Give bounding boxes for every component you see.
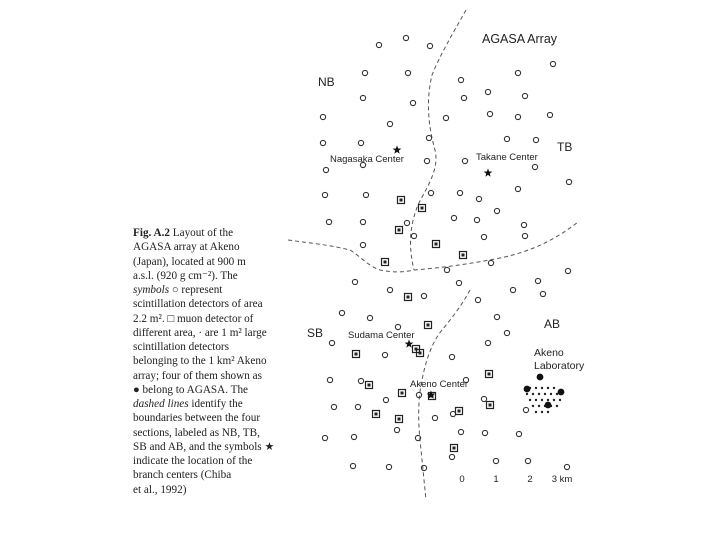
muon-detector (419, 205, 426, 212)
scale-tick-1: 1 (493, 474, 499, 485)
caption-line-text: array; four of them shown as (133, 369, 262, 382)
scintillation-detector (329, 340, 334, 345)
scintillation-detector (444, 267, 449, 272)
muon-detector (396, 416, 403, 423)
scintillation-detector (522, 93, 527, 98)
caption-line-text: (Japan), located at 900 m (133, 255, 246, 268)
branch-center-star (484, 168, 493, 176)
muon-detector (487, 402, 494, 409)
scintillation-detector (533, 137, 538, 142)
scintillation-detector (411, 233, 416, 238)
scintillation-detector (320, 140, 325, 145)
caption-line-text: ● belong to AGASA. The (133, 383, 249, 396)
akeno-array-detector (538, 405, 540, 407)
scintillation-detector (474, 217, 479, 222)
scintillation-detector (362, 70, 367, 75)
akeno-array-detector (541, 399, 543, 401)
center-label-nagasaka: Nagasaka Center (330, 154, 404, 165)
scintillation-detector (403, 35, 408, 40)
scintillation-detector (525, 458, 530, 463)
scintillation-detector (421, 293, 426, 298)
scintillation-detector (510, 287, 515, 292)
scintillation-detector (521, 222, 526, 227)
scintillation-detector (350, 463, 355, 468)
scintillation-detector (476, 196, 481, 201)
boundary-north-south-upper (411, 10, 466, 270)
laboratory-label-line2: Laboratory (534, 360, 585, 372)
muon-detector (396, 227, 403, 234)
scale-tick-3: 3 km (551, 474, 573, 485)
laboratory-label-line1: Akeno (534, 347, 564, 359)
scintillation-detector (421, 465, 426, 470)
scintillation-detector (504, 330, 509, 335)
scintillation-detector (383, 397, 388, 402)
caption-line-text: scintillation detectors of area (133, 298, 263, 311)
caption-line-text: SB and AB, and the symbols ★ (133, 440, 275, 453)
akeno-array-detector (544, 393, 546, 395)
scintillation-detector (532, 164, 537, 169)
caption-line-text: sections, labeled as NB, TB, (133, 426, 260, 439)
scintillation-detector (387, 287, 392, 292)
caption-line-text: different area, · are 1 m² large (133, 326, 267, 339)
caption-line-text: branch centers (Chiba (133, 469, 232, 482)
scintillation-detector (358, 378, 363, 383)
figure-label: Fig. A.2 (133, 227, 170, 239)
scintillation-detector (550, 61, 555, 66)
akeno-array-detector (532, 393, 534, 395)
akeno-array-detector (535, 411, 537, 413)
scintillation-detector (540, 291, 545, 296)
muon-detector (382, 259, 389, 266)
scintillation-detector (360, 219, 365, 224)
scintillation-detector (331, 404, 336, 409)
akeno-array-detector (541, 411, 543, 413)
scintillation-detector (424, 158, 429, 163)
akeno-array-detector (529, 399, 531, 401)
muon-detectors (353, 197, 494, 452)
scintillation-detector (485, 89, 490, 94)
scintillation-detector (404, 220, 409, 225)
array-title: AGASA Array (482, 32, 558, 46)
scintillation-detector (458, 429, 463, 434)
akeno-1km-array-detectors (526, 387, 561, 413)
akeno-array-detector (535, 387, 537, 389)
muon-detector (353, 351, 360, 358)
muon-detector (433, 241, 440, 248)
caption-line-text: dashed lines identify the (133, 398, 243, 410)
caption-line-text: boundaries between the four (133, 412, 261, 425)
scintillation-detector (565, 268, 570, 273)
scintillation-detector (504, 136, 509, 141)
center-label-takane: Takane Center (476, 152, 538, 163)
branch-center-star (393, 145, 402, 153)
scintillation-detector (564, 464, 569, 469)
muon-detector (366, 382, 373, 389)
scintillation-detector (450, 411, 455, 416)
scintillation-detector (487, 111, 492, 116)
scintillation-detector (482, 430, 487, 435)
scale-tick-0: 0 (459, 474, 465, 485)
scintillation-detector (488, 260, 493, 265)
scintillation-detector (481, 396, 486, 401)
agasa-filled-detector (537, 374, 544, 381)
scintillation-detector (323, 167, 328, 172)
muon-detector (373, 411, 380, 418)
akeno-array-detector (550, 393, 552, 395)
akeno-array-detector (538, 393, 540, 395)
scintillation-detector (410, 100, 415, 105)
scintillation-detector (326, 219, 331, 224)
scintillation-detector (395, 324, 400, 329)
agasa-filled-detector (558, 389, 565, 396)
scintillation-detector (449, 454, 454, 459)
scintillation-detector (494, 208, 499, 213)
scintillation-detector (475, 297, 480, 302)
muon-detector (456, 408, 463, 415)
boundary-east (414, 222, 578, 270)
muon-detector (460, 252, 467, 259)
caption-line-text: et al., 1992) (133, 483, 187, 496)
scintillation-detector (405, 70, 410, 75)
scintillation-detector (547, 112, 552, 117)
scintillation-detector (522, 233, 527, 238)
akeno-array-detector (553, 399, 555, 401)
scintillation-detector (322, 192, 327, 197)
akeno-array-detector (553, 387, 555, 389)
caption-line-text: AGASA array at Akeno (133, 241, 240, 254)
section-label-tb: TB (557, 140, 573, 154)
scintillation-detector (515, 114, 520, 119)
scintillation-detector (426, 135, 431, 140)
scintillation-detector (456, 280, 461, 285)
scintillation-detector (443, 115, 448, 120)
akeno-array-detector (556, 405, 558, 407)
scintillation-detector (449, 354, 454, 359)
akeno-array-detector (559, 399, 561, 401)
scintillation-detector (461, 95, 466, 100)
caption-line-text: Layout of the (169, 227, 234, 239)
scintillation-detector (322, 435, 327, 440)
scintillation-detector (339, 310, 344, 315)
scintillation-detector (320, 114, 325, 119)
muon-detector (451, 445, 458, 452)
section-label-nb: NB (318, 75, 335, 89)
caption-line-text: scintillation detectors (133, 341, 230, 353)
muon-detector (405, 294, 412, 301)
scintillation-detector (351, 434, 356, 439)
caption-line-text: a.s.l. (920 g cm⁻²). The (133, 269, 238, 282)
section-label-sb: SB (307, 326, 324, 340)
scintillation-detector (360, 95, 365, 100)
akeno-array-detector (547, 387, 549, 389)
scintillation-detector (523, 407, 528, 412)
muon-detector (486, 371, 493, 378)
akeno-array-detector (547, 411, 549, 413)
scale-tick-2: 2 (527, 474, 533, 485)
agasa-filled-detector (524, 386, 531, 393)
scintillation-detector (462, 158, 467, 163)
branch-center-stars (393, 145, 493, 398)
scintillation-detector (355, 404, 360, 409)
scintillation-detector (358, 140, 363, 145)
scintillation-detector (432, 415, 437, 420)
agasa-filled-detectors (524, 374, 565, 409)
scintillation-detector (457, 190, 462, 195)
muon-detector (425, 322, 432, 329)
scintillation-detector (360, 242, 365, 247)
scintillation-detector (515, 70, 520, 75)
caption-line-text: belonging to the 1 km² Akeno (133, 355, 267, 368)
scintillation-detector (327, 377, 332, 382)
scintillation-detector (515, 186, 520, 191)
caption-line-text: indicate the location of the (133, 455, 253, 467)
center-label-sudama: Sudama Center (348, 330, 415, 341)
caption-line-text: symbols ○ represent (133, 284, 223, 296)
scintillation-detector (493, 458, 498, 463)
scintillation-detector (481, 234, 486, 239)
scintillation-detector (382, 352, 387, 357)
muon-detector (399, 390, 406, 397)
muon-detector (398, 197, 405, 204)
akeno-array-detector (532, 405, 534, 407)
scintillation-detector (363, 192, 368, 197)
scintillation-detector (535, 278, 540, 283)
scintillation-detector (376, 42, 381, 47)
scintillation-detector (387, 121, 392, 126)
scintillation-detector (367, 315, 372, 320)
scintillation-detector (458, 77, 463, 82)
agasa-filled-detector (545, 402, 552, 409)
scintillation-detector (427, 43, 432, 48)
akeno-array-detector (541, 387, 543, 389)
scintillation-detector (428, 190, 433, 195)
scintillation-detector (566, 179, 571, 184)
center-label-akeno: Akeno Center (410, 379, 469, 390)
akeno-array-detector (547, 399, 549, 401)
scintillation-detector (394, 427, 399, 432)
akeno-array-detector (535, 399, 537, 401)
scintillation-detector (352, 279, 357, 284)
akeno-array-detector (526, 393, 528, 395)
boundary-west (288, 240, 414, 272)
section-label-ab: AB (544, 317, 561, 331)
scintillation-detector (485, 340, 490, 345)
scintillation-detector (494, 314, 499, 319)
caption-line-text: 2.2 m². □ muon detector of (133, 312, 254, 325)
scintillation-detector (516, 431, 521, 436)
scintillation-detector (451, 215, 456, 220)
scintillation-detector (386, 464, 391, 469)
